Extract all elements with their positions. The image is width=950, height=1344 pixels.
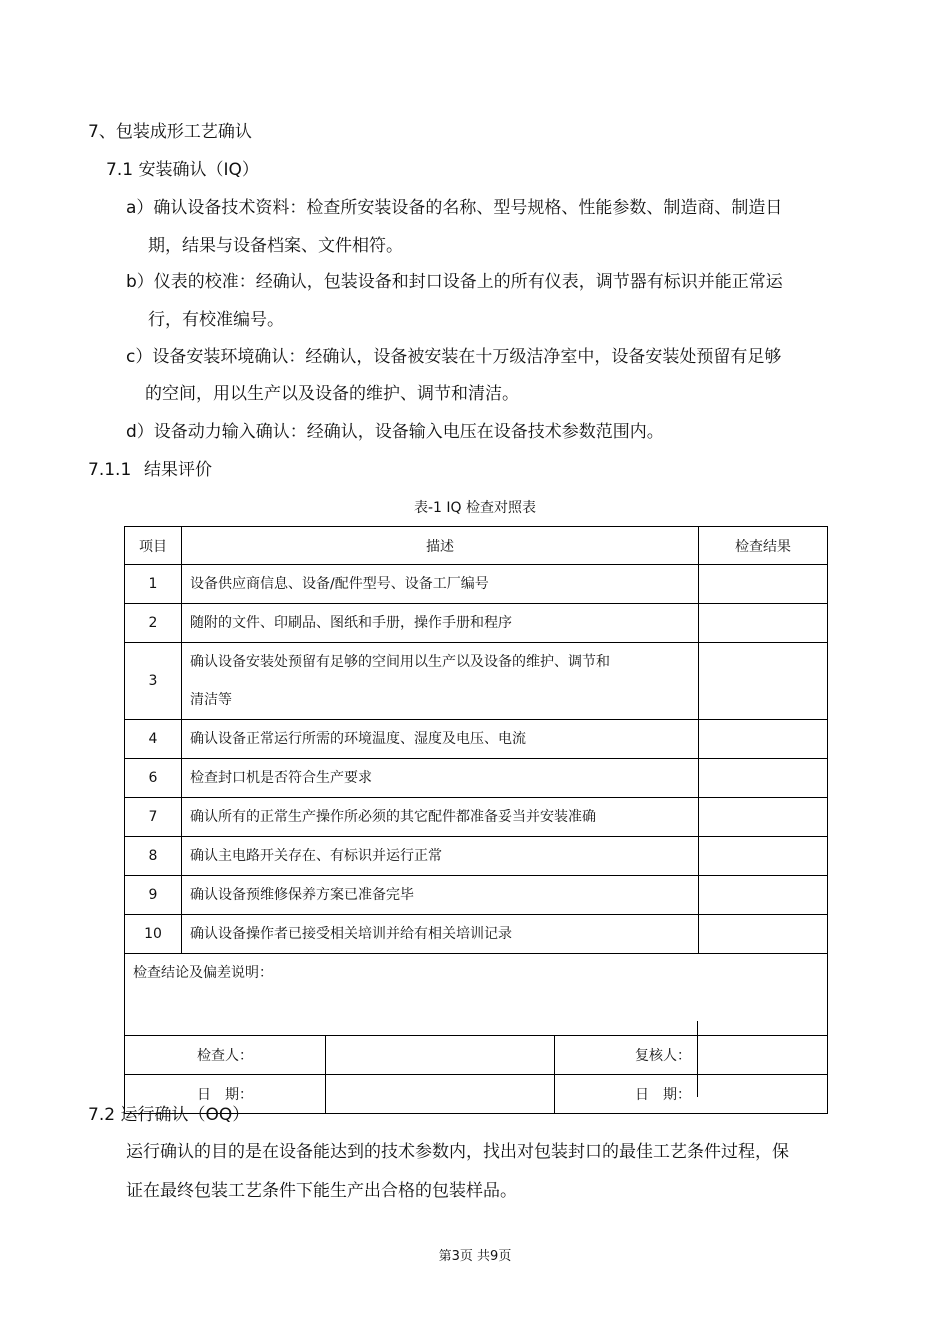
- date-label2-group: [555, 1075, 828, 1114]
- row-no: 8: [125, 837, 182, 876]
- row-desc: 确认主电路开关存在、有标识并运行正常: [182, 837, 699, 876]
- section-7-1-1-heading: [88, 459, 212, 481]
- date-field[interactable]: [326, 1075, 555, 1114]
- section-7-1-1-title: 结果评价: [144, 460, 212, 480]
- table-row: [125, 565, 828, 604]
- item-c-line2: 的空间，用以生产以及设备的维护、调节和清洁。: [145, 384, 519, 404]
- item-b-line1: b）仪表的校准：经确认，包装设备和封口设备上的所有仪表，调节器有标识并能正常运: [126, 272, 783, 292]
- row-desc-line1: 确认设备安装处预留有足够的空间用以生产以及设备的维护、调节和: [190, 654, 610, 670]
- row-result[interactable]: [699, 915, 828, 954]
- header-desc: 描述: [182, 527, 699, 565]
- date-label: 日 期：: [125, 1075, 326, 1114]
- item-d-line1: d）设备动力输入确认：经确认，设备输入电压在设备技术参数范围内。: [126, 422, 664, 442]
- row-desc: 确认所有的正常生产操作所必须的其它配件都准备妥当并安装准确: [182, 798, 699, 837]
- row-result[interactable]: [699, 604, 828, 643]
- row-result[interactable]: [699, 720, 828, 759]
- item-b-line2: 行，有校准编号。: [148, 310, 284, 330]
- row-desc: [182, 643, 699, 720]
- row-result[interactable]: [699, 565, 828, 604]
- table-row: [125, 759, 828, 798]
- iq-check-table: [124, 526, 828, 1114]
- item-c-line1: c）设备安装环境确认：经确认，设备被安装在十万级洁净室中，设备安装处预留有足够: [126, 347, 782, 367]
- reviewer-label: 复核人：: [635, 1048, 691, 1064]
- row-desc: 检查封口机是否符合生产要求: [182, 759, 699, 798]
- table-row: [125, 876, 828, 915]
- table-caption: 表-1 IQ 检查对照表: [413, 500, 536, 516]
- section-7-2-body-line1: 运行确认的目的是在设备能达到的技术参数内，找出对包装封口的最佳工艺条件过程，保: [126, 1142, 789, 1162]
- section-7-2-title: 7.2 运行确认（OQ）: [88, 1105, 250, 1125]
- row-result[interactable]: [699, 759, 828, 798]
- section-7-2-body-line2: 证在最终包装工艺条件下能生产出合格的包装样品。: [126, 1181, 517, 1201]
- table-row: [125, 643, 828, 720]
- section-7-title: 7、包装成形工艺确认: [88, 122, 252, 142]
- page-footer: 第3页 共9页: [438, 1249, 512, 1264]
- conclusion-label[interactable]: 检查结论及偏差说明：: [125, 954, 828, 1036]
- signature-divider: [697, 1021, 698, 1097]
- row-no: 10: [125, 915, 182, 954]
- table-row: [125, 837, 828, 876]
- row-no: 7: [125, 798, 182, 837]
- row-no: 1: [125, 565, 182, 604]
- row-result[interactable]: [699, 837, 828, 876]
- section-7-1-title: 7.1 安装确认（IQ）: [106, 160, 259, 180]
- row-result[interactable]: [699, 798, 828, 837]
- row-desc: 确认设备操作者已接受相关培训并给有相关培训记录: [182, 915, 699, 954]
- row-no: 6: [125, 759, 182, 798]
- inspector-field[interactable]: [326, 1036, 555, 1075]
- section-7-1-1-number: 7.1.1: [88, 460, 132, 480]
- header-result: 检查结果: [699, 527, 828, 565]
- date-label-2: 日 期：: [635, 1087, 691, 1103]
- table-row: [125, 604, 828, 643]
- signature-row: [125, 1036, 828, 1075]
- table-header-row: [125, 527, 828, 565]
- row-desc: 随附的文件、印刷品、图纸和手册，操作手册和程序: [182, 604, 699, 643]
- item-a-line2: 期，结果与设备档案、文件相符。: [148, 236, 403, 256]
- row-no: 3: [125, 643, 182, 720]
- row-desc-line2: 清洁等: [190, 692, 232, 708]
- row-result[interactable]: [699, 643, 828, 720]
- table-row: [125, 720, 828, 759]
- conclusion-row: [125, 954, 828, 1036]
- row-no: 2: [125, 604, 182, 643]
- row-no: 9: [125, 876, 182, 915]
- table-row: [125, 798, 828, 837]
- row-desc: 确认设备预维修保养方案已准备完毕: [182, 876, 699, 915]
- header-item: 项目: [125, 527, 182, 565]
- row-desc: 设备供应商信息、设备/配件型号、设备工厂编号: [182, 565, 699, 604]
- inspector-label: 检查人：: [125, 1036, 326, 1075]
- row-desc: 确认设备正常运行所需的环境温度、湿度及电压、电流: [182, 720, 699, 759]
- row-result[interactable]: [699, 876, 828, 915]
- item-a-line1: a）确认设备技术资料：检查所安装设备的名称、型号规格、性能参数、制造商、制造日: [126, 198, 783, 218]
- row-no: 4: [125, 720, 182, 759]
- table-row: [125, 915, 828, 954]
- reviewer-label-group: [555, 1036, 828, 1075]
